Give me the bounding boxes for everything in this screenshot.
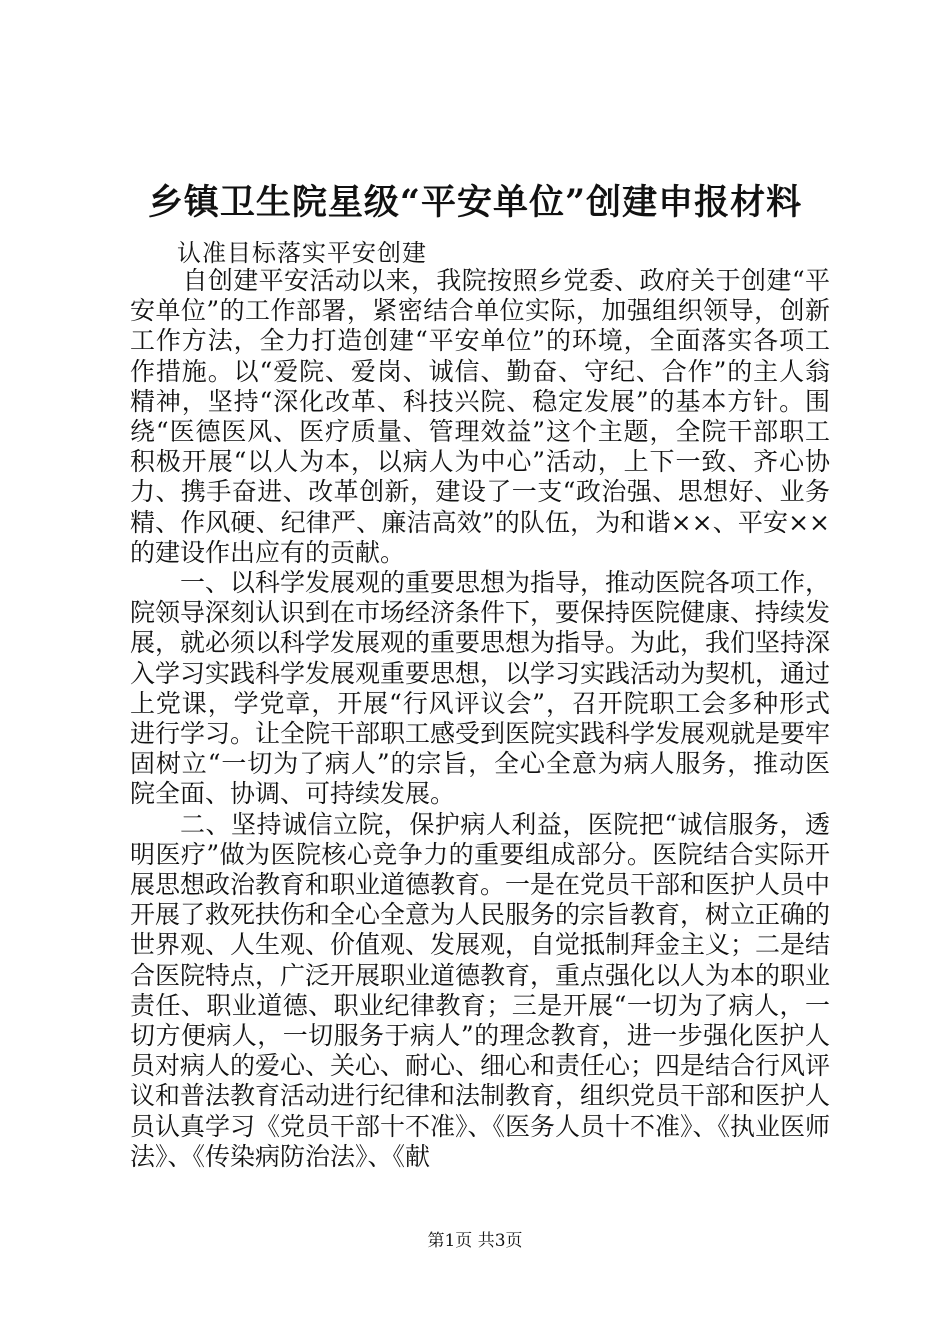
page-number-footer: 第1页 共3页 <box>427 1231 523 1251</box>
paragraph-section-1: 一、以科学发展观的重要思想为指导，推动医院各项工作，院领导深刻认识到在市场经济条件下，要保持医院健康、持续发展，就必须以科学发展观的重要思想为指导。为此，我们坚持深入学习实践科学发展观重要思想，以学习实践活动为契机，通过上党课，学党章，开展“行风评议会”，召开院职工会多种形式进行学习。让全院干部职工感受到医院实践科学发展观就是要牢固树立“一切为了病人”的宗旨，全心全意为病人服务，推动医院全面、协调、可持续发展。 <box>130 568 831 809</box>
document-body <box>130 266 830 1172</box>
document-subtitle: 认准目标落实平安创建 <box>177 239 427 267</box>
paragraph-section-2: 二、坚持诚信立院，保护病人利益，医院把“诚信服务，透明医疗”做为医院核心竞争力的重要组成部分。医院结合实际开展思想政治教育和职业道德教育。一是在党员干部和医护人员中开展了救死扶伤和全心全意为人民服务的宗旨教育，树立正确的世界观、人生观、价值观、发展观，自觉抵制拜金主义；二是结合医院特点，广泛开展职业道德教育，重点强化以人为本的职业责任、职业道德、职业纪律教育；三是开展“一切为了病人，一切方便病人，一切服务于病人”的理念教育，进一步强化医护人员对病人的爱心、关心、耐心、细心和责任心；四是结合行风评议和普法教育活动进行纪律和法制教育，组织党员干部和医护人员认真学习《党员干部十不准》、《医务人员十不准》、《执业医师法》、《传染病防治法》、《献 <box>130 809 831 1171</box>
paragraph-intro: 自创建平安活动以来，我院按照乡党委、政府关于创建“平安单位”的工作部署，紧密结合单位实际，加强组织领导，创新工作方法，全力打造创建“平安单位”的环境，全面落实各项工作措施。以“爱院、爱岗、诚信、勤奋、守纪、合作”的主人翁精神，坚持“深化改革、科技兴院、稳定发展”的基本方针。围绕“医德医风、医疗质量、管理效益”这个主题，全院干部职工积极开展“以人为本，以病人为中心”活动，上下一致、齐心协力、携手奋进、改革创新，建设了一支“政治强、思想好、业务精、作风硬、纪律严、廉洁高效”的队伍，为和谐××、平安××的建设作出应有的贡献。 <box>130 266 830 567</box>
document-title: 乡镇卫生院星级“平安单位”创建申报材料 <box>147 182 803 223</box>
